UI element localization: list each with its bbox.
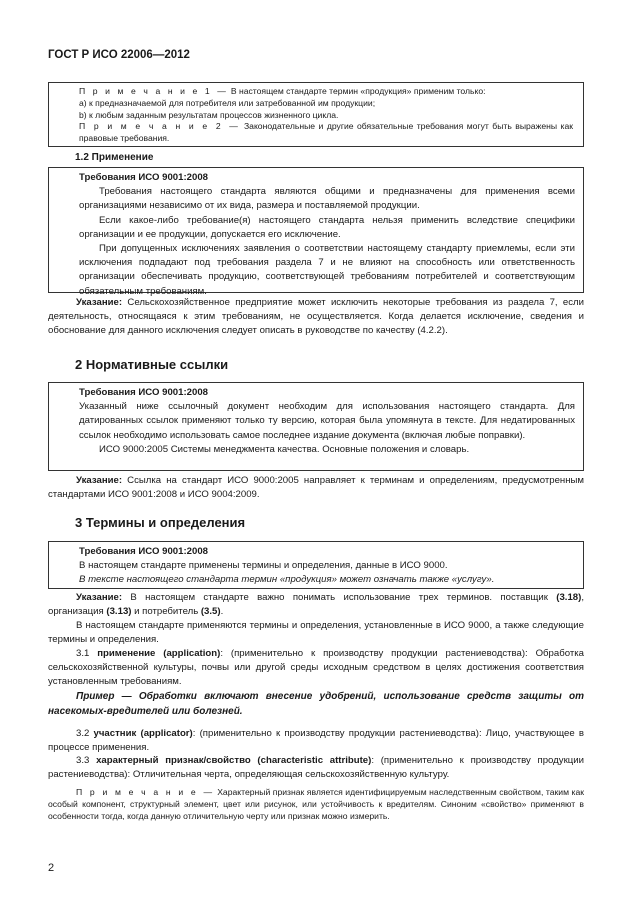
s2-guide-text: Ссылка на стандарт ИСО 9000:2005 направляет к терминам и определениям, предусмотренным стандартами ИСО 9001:2008 и ИСО 9004:2009.	[48, 475, 584, 501]
section-3-heading: 3 Термины и определения	[75, 515, 246, 530]
note-box	[48, 82, 584, 147]
term-3-3	[48, 754, 584, 782]
s3-guide-label: Указание:	[76, 592, 123, 603]
note1-item-a: a) к предназначаемой для потребителя или затребованной им продукции;	[79, 97, 376, 108]
s12-guide-label: Указание:	[76, 297, 123, 308]
s3-terms-intro: В настоящем стандарте применяются термины и определения, установленные в ИСО 9000, а также следующие термины и определения.	[48, 620, 584, 646]
s12-box-title: Требования ИСО 9001:2008	[79, 172, 209, 183]
term-3-1-name: применение (application)	[97, 648, 221, 659]
section-2-heading: 2 Нормативные ссылки	[75, 357, 229, 372]
s2-guide-label: Указание:	[76, 475, 123, 486]
s3-guide-text-2: , организация	[48, 592, 584, 618]
s2-p2: ИСО 9000:2005 Системы менеджмента качества. Основные положения и словарь.	[99, 443, 470, 455]
term-3-3-note	[48, 786, 584, 822]
s2-box-title: Требования ИСО 9001:2008	[79, 387, 209, 398]
section-1-2-heading: 1.2 Применение	[75, 152, 154, 163]
s2-p1: Указанный ниже ссылочный документ необходим для использования настоящего стандарта. Для датированных ссылок применяют только ту версию, которая была упомянута в тексте. Для недатированных ссылок необходимо использовать самое последнее издание документа (включая любые поправки).	[79, 401, 575, 441]
term-3-3-definition: : (применительно к производству продукции растениеводства): Отличительная черта, определяющая сельскохозяйственную культуру.	[48, 755, 584, 781]
s12-guide-text: Сельскохозяйственное предприятие может исключить некоторые требования из раздела 7, если деятельность, относящаяся к этим требованиям, не осуществляется. Когда делается исключение, сведения и обоснование для данного исключения следует описать в руководстве по качеству (4.2.2).	[48, 297, 585, 337]
term-3-2	[48, 727, 584, 755]
term-3-2-name: участник (applicator)	[93, 728, 193, 739]
s3-requirements-box	[48, 541, 584, 589]
s2-guidance	[48, 474, 584, 502]
term-3-1-definition: : (применительно к производству продукции растениеводства): Обработка сельскохозяйственной культуры, почвы или другой среды исходным средством в целях достижения соответствия установленным требованиям.	[48, 648, 584, 688]
note1-label: П р и м е ч а н и е 1 —	[79, 86, 229, 96]
term-3-1-number: 3.1	[76, 648, 98, 659]
s3-p2: В тексте настоящего стандарта термин «продукция» может означать также «услугу».	[79, 574, 495, 586]
s3-guide-text-3: и потребитель	[131, 606, 201, 618]
s3-ref-supplier: (3.18)	[556, 592, 582, 603]
term-3-1	[48, 647, 584, 690]
s3-guidance	[48, 591, 584, 619]
term-3-2-definition: : (применительно к производству продукции растениеводства): Лицо, участвующее в процессе применения.	[48, 728, 584, 754]
s12-p1: Требования настоящего стандарта являются общими и предназначены для применения всеми организациями независимо от их вида, размера и поставляемой продукции.	[79, 186, 575, 212]
example-3-1: Пример — Обработки включают внесение удобрений, использование средств защиты от насекомых-вредителей или болезней.	[48, 691, 584, 717]
term-3-2-number: 3.2	[76, 728, 94, 739]
s12-guidance	[48, 296, 584, 339]
s3-p1: В настоящем стандарте применены термины и определения, данные в ИСО 9000.	[79, 560, 448, 572]
page-header: ГОСТ Р ИСО 22006—2012	[48, 49, 190, 61]
page-number: 2	[48, 862, 55, 874]
s3-box-title: Требования ИСО 9001:2008	[79, 546, 209, 557]
note1-item-b: b) к любым заданным результатам процессов жизненного цикла.	[79, 109, 339, 120]
s3-guide-text-4: .	[220, 606, 224, 618]
note2-label: П р и м е ч а н и е 2 —	[79, 121, 241, 132]
term-3-3-note-label: П р и м е ч а н и е —	[76, 787, 215, 797]
term-3-3-note-text: Характерный признак является идентифицируемым наследственным свойством, таким как особый компонент, структурный элемент, цвет или рисунок, или устойчивость к вредителям. Синоним «свойство» применяют в особенности тогда, когда данную отличительную черту или признак можно измерить.	[48, 787, 585, 821]
s3-ref-organization: (3.13)	[106, 606, 132, 618]
term-3-3-number: 3.3	[76, 755, 97, 766]
s12-requirements-box	[48, 167, 584, 297]
s3-guide-text-1: В настоящем стандарте важно понимать использование трех терминов. поставщик	[130, 592, 557, 603]
s12-p3: При допущенных исключениях заявления о соответствии настоящему стандарту приемлемы, если эти исключения подпадают под требования раздела 7 и не влияют на способность или ответственность организации обеспечивать продукцию, соответствующей требованиям потребителей и соответствующим обязательным требованиям.	[79, 243, 575, 297]
s12-p2: Если какое-либо требование(я) настоящего стандарта нельзя применить вследствие специфики организации и ее продукции, допускается его исключение.	[79, 214, 575, 240]
s2-requirements-box	[48, 382, 584, 471]
note2-text: Законодательные и другие обязательные требования могут быть выражены как правовые требования.	[79, 121, 573, 144]
note1-text: В настоящем стандарте термин «продукция» применим только:	[230, 86, 486, 96]
term-3-3-name: характерный признак/свойство (characteristic attribute)	[96, 755, 372, 766]
s3-ref-customer: (3.5)	[200, 606, 221, 618]
